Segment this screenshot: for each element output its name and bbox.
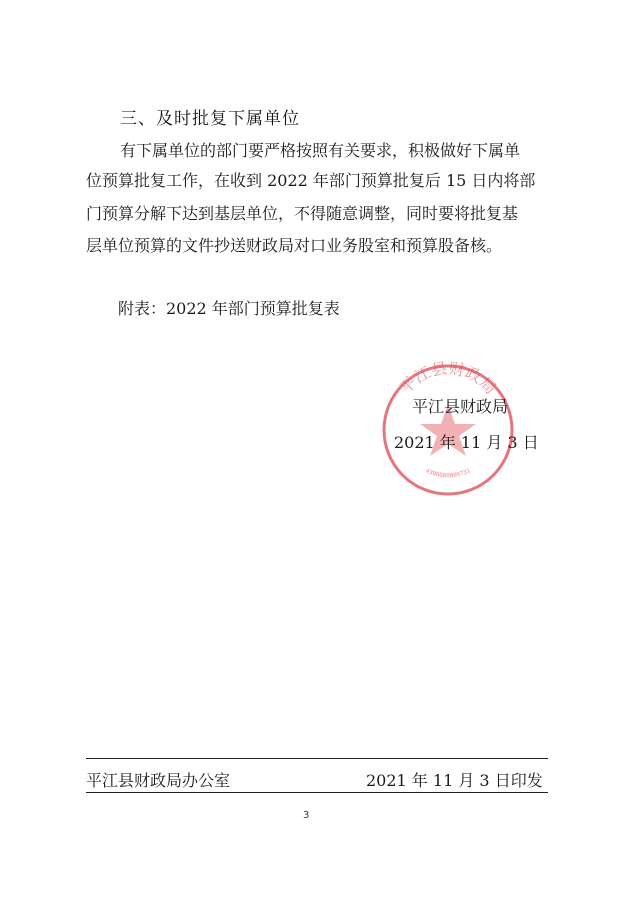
attachment-note: 附表：2022 年部门预算批复表 <box>118 299 340 318</box>
signing-date: 2021 年 11 月 3 日 <box>394 433 539 452</box>
paragraph-line: 门预算分解下达到基层单位，不得随意调整，同时要将批复基 <box>86 204 519 223</box>
seal-serial: 4306000009731 <box>424 467 472 480</box>
footer-bottom-rule <box>86 792 548 793</box>
paragraph-line: 层单位预算的文件抄送财政局对口业务股室和预算股备核。 <box>86 236 503 255</box>
page-number: 3 <box>303 810 310 821</box>
paragraph-line: 有下属单位的部门要严格按照有关要求，积极做好下属单 <box>120 141 521 160</box>
signing-organization: 平江县财政局 <box>412 397 509 416</box>
section-heading: 三、及时批复下属单位 <box>120 109 300 129</box>
seal-arc-text: 平江县财政局 <box>395 360 501 398</box>
footer-issuing-office: 平江县财政局办公室 <box>86 771 231 790</box>
paragraph-line: 位预算批复工作，在收到 2022 年部门预算批复后 15 日内将部 <box>86 171 536 190</box>
footer-issue-date: 2021 年 11 月 3 日印发 <box>366 771 543 790</box>
footer-top-rule <box>86 758 548 759</box>
